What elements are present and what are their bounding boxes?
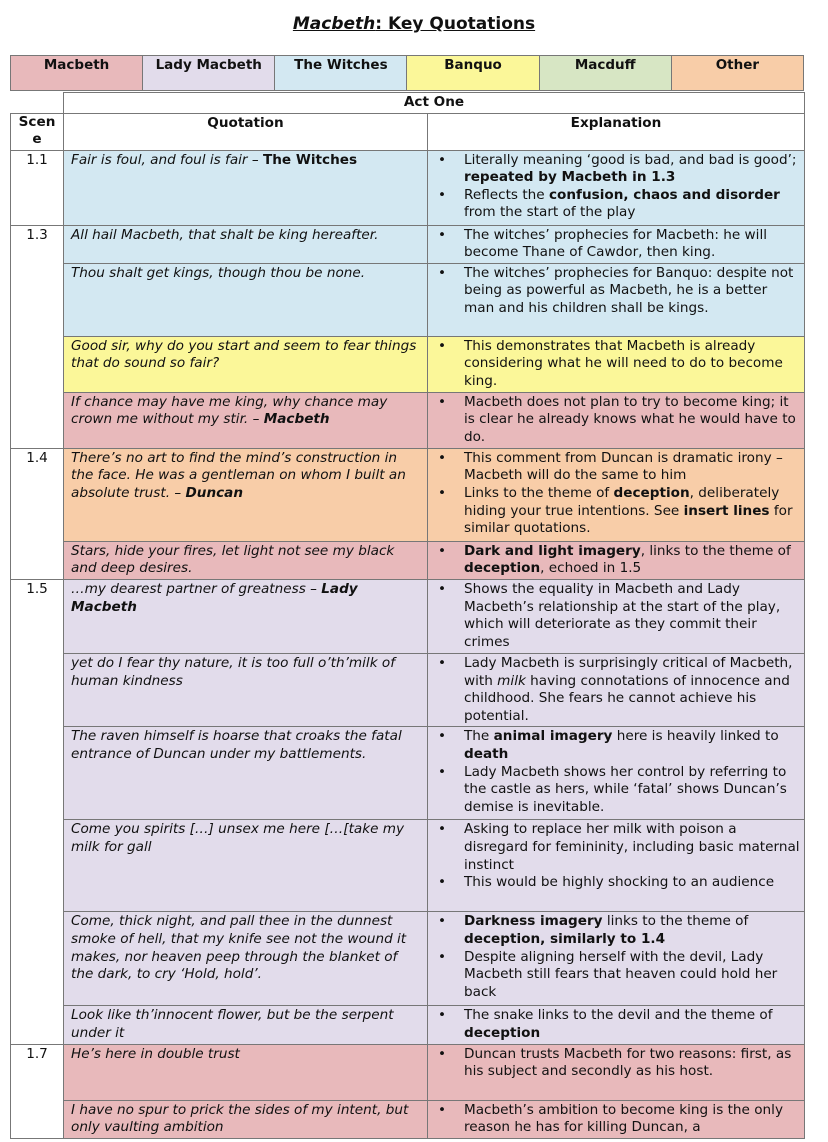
table-row xyxy=(11,912,805,1006)
table-row xyxy=(11,1044,805,1100)
explanation-text: , echoed in 1.5 xyxy=(540,560,642,577)
explanation-text: Reflects the xyxy=(464,186,545,203)
explanation-text: links to the theme of xyxy=(606,913,749,930)
table-row xyxy=(11,1100,805,1138)
quotation-cell: Good sir, why do you start and seem to fear things that do sound so fair? xyxy=(64,336,428,392)
explanation-bold: deception xyxy=(464,930,541,947)
quotation-cell: yet do I fear thy nature, it is too full o’th’milk of human kindness xyxy=(64,653,428,726)
quotation-speaker: Macbeth xyxy=(263,411,330,428)
character-colour-key xyxy=(10,55,804,91)
table-row xyxy=(11,336,805,392)
list-item: • This demonstrates that Macbeth is already considering what he will need to do to become king. xyxy=(432,338,800,391)
scene-number: 1.4 xyxy=(11,448,64,579)
list-item xyxy=(432,913,800,948)
list-item: • Duncan trusts Macbeth for two reasons: first, as his subject and secondly as his host. xyxy=(432,1046,800,1081)
table-row xyxy=(11,263,805,336)
explanation-italic: milk xyxy=(497,672,526,689)
explanation-cell xyxy=(428,225,805,263)
quotation-speaker: Duncan xyxy=(185,484,244,501)
table-row xyxy=(11,820,805,912)
key-macduff: Macduff xyxy=(539,56,671,91)
quotation-cell: Come you spirits […] unsex me here […[take my milk for gall xyxy=(64,820,428,912)
list-item xyxy=(432,728,800,763)
act-heading: Act One xyxy=(64,93,805,114)
explanation-cell xyxy=(428,336,805,392)
list-item: • Asking to replace her milk with poison a disregard for femininity, including basic maternal instinct xyxy=(432,821,800,874)
quotation-cell: Come, thick night, and pall thee in the dunnest smoke of hell, that my knife see not the wound it makes, nor heaven peep through the blanket of the dark, to cry ‘Hold, hold’. xyxy=(64,912,428,1006)
list-item: • Macbeth does not plan to try to become king; it is clear he already knows what he would have to do. xyxy=(432,394,800,447)
explanation-bold: Darkness imagery xyxy=(464,913,603,930)
explanation-text: , links to the theme of xyxy=(640,542,791,559)
table-row xyxy=(11,1006,805,1044)
title-play-name: Macbeth xyxy=(292,14,376,34)
explanation-cell xyxy=(428,392,805,448)
scene-number: 1.7 xyxy=(11,1044,64,1138)
list-item: • Shows the equality in Macbeth and Lady Macbeth’s relationship at the start of the play, which will deteriorate as they commit their crimes xyxy=(432,581,800,651)
explanation-text: Lady Macbeth is surprisingly critical of Macbeth, with xyxy=(464,654,793,689)
explanation-bold: Dark and light imagery xyxy=(464,542,641,559)
explanation-cell xyxy=(428,150,805,225)
table-row xyxy=(11,727,805,820)
list-item: • Despite aligning herself with the devil, Lady Macbeth still fears that heaven could hold her back xyxy=(432,949,800,1002)
list-item: • This comment from Duncan is dramatic irony – Macbeth will do the same to him xyxy=(432,450,800,485)
explanation-cell xyxy=(428,541,805,579)
quotation-text: If chance may have me king, why chance may crown me without my stir. – xyxy=(71,393,388,428)
explanation-cell xyxy=(428,1100,805,1138)
explanation-cell xyxy=(428,727,805,820)
scene-number: 1.5 xyxy=(11,579,64,1044)
table-row xyxy=(11,579,805,653)
title-rest: : Key Quotations xyxy=(375,14,536,34)
table-row xyxy=(11,448,805,541)
explanation-text: Links to the theme of xyxy=(464,484,610,501)
quotation-cell: He’s here in double trust xyxy=(64,1044,428,1100)
explanation-cell xyxy=(428,1044,805,1100)
quotation-cell: Look like th’innocent flower, but be the serpent under it xyxy=(64,1006,428,1044)
explanation-text: , deliberately hiding your true intentions. See xyxy=(464,484,780,519)
act-spacer xyxy=(11,93,64,114)
list-item: • The witches’ prophecies for Banquo: despite not being as powerful as Macbeth, he is a better man and his children shall be kings. xyxy=(432,265,800,318)
explanation-cell xyxy=(428,820,805,912)
explanation-bold: deception xyxy=(613,484,690,501)
quotations-table xyxy=(10,92,805,1139)
quotation-cell xyxy=(64,448,428,541)
explanation-cell xyxy=(428,912,805,1006)
quotation-cell: All hail Macbeth, that shalt be king hereafter. xyxy=(64,225,428,263)
scene-number: 1.3 xyxy=(11,225,64,448)
quotation-header: Quotation xyxy=(64,113,428,150)
quotation-cell: Stars, hide your fires, let light not see my black and deep desires. xyxy=(64,541,428,579)
quotation-cell: Thou shalt get kings, though thou be none. xyxy=(64,263,428,336)
explanation-cell xyxy=(428,263,805,336)
table-row xyxy=(11,541,805,579)
key-macbeth: Macbeth xyxy=(11,56,143,91)
key-banquo: Banquo xyxy=(407,56,539,91)
explanation-bold: deception xyxy=(464,560,541,577)
explanation-text: from the start of the play xyxy=(464,204,636,221)
scene-header: Scene xyxy=(11,113,64,150)
key-witches: The Witches xyxy=(275,56,407,91)
quotation-cell: I have no spur to prick the sides of my intent, but only vaulting ambition xyxy=(64,1100,428,1138)
key-other: Other xyxy=(671,56,803,91)
quotation-text: …my dearest partner of greatness – xyxy=(71,580,317,597)
explanation-cell xyxy=(428,1006,805,1044)
explanation-bold: confusion, chaos and disorder xyxy=(548,186,780,203)
explanation-text: The snake links to the devil and the theme of xyxy=(464,1007,773,1024)
quotation-cell xyxy=(64,579,428,653)
table-row xyxy=(11,225,805,263)
list-item: • Macbeth’s ambition to become king is the only reason he has for killing Duncan, a xyxy=(432,1102,800,1137)
explanation-text: The xyxy=(464,728,490,745)
explanation-text: Literally meaning ‘good is bad, and bad is good’; xyxy=(464,151,797,168)
explanation-text: for similar quotations. xyxy=(464,502,793,537)
quotation-speaker: Lady Macbeth xyxy=(71,580,358,615)
list-item: • This would be highly shocking to an audience xyxy=(432,874,800,892)
quotation-speaker: The Witches xyxy=(262,151,358,168)
list-item xyxy=(432,152,800,187)
page-title xyxy=(0,14,828,34)
list-item xyxy=(432,1007,800,1042)
quotation-cell xyxy=(64,150,428,225)
explanation-bold: animal imagery xyxy=(493,728,613,745)
explanation-text: here is heavily linked to xyxy=(616,728,779,745)
explanation-cell xyxy=(428,448,805,541)
explanation-cell xyxy=(428,579,805,653)
quotation-text: Fair is foul, and foul is fair – xyxy=(71,151,259,168)
quotation-cell xyxy=(64,392,428,448)
table-row xyxy=(11,150,805,225)
key-lady-macbeth: Lady Macbeth xyxy=(143,56,275,91)
list-item: • The witches’ prophecies for Macbeth: he will become Thane of Cawdor, then king. xyxy=(432,227,800,262)
table-row xyxy=(11,653,805,726)
list-item xyxy=(432,187,800,222)
explanation-cell xyxy=(428,653,805,726)
list-item xyxy=(432,485,800,538)
explanation-bold: deception xyxy=(464,1024,541,1041)
list-item: • Lady Macbeth shows her control by referring to the castle as hers, while ‘fatal’ shows Duncan’s demise is inevitable. xyxy=(432,764,800,817)
explanation-text: having connotations of innocence and childhood. She fears he cannot achieve his potential. xyxy=(464,672,790,724)
explanation-header: Explanation xyxy=(428,113,805,150)
list-item xyxy=(432,655,800,725)
explanation-bold: death xyxy=(464,745,509,762)
list-item xyxy=(432,543,800,578)
quotation-cell: The raven himself is hoarse that croaks the fatal entrance of Duncan under my battlements. xyxy=(64,727,428,820)
explanation-bold: , similarly to 1.4 xyxy=(540,930,666,947)
explanation-bold: repeated by Macbeth in 1.3 xyxy=(464,169,676,186)
scene-number: 1.1 xyxy=(11,150,64,225)
explanation-bold: insert lines xyxy=(683,502,770,519)
quotation-text: There’s no art to find the mind’s construction in the face. He was a gentleman on whom I built an absolute trust. – xyxy=(71,449,406,501)
table-row xyxy=(11,392,805,448)
